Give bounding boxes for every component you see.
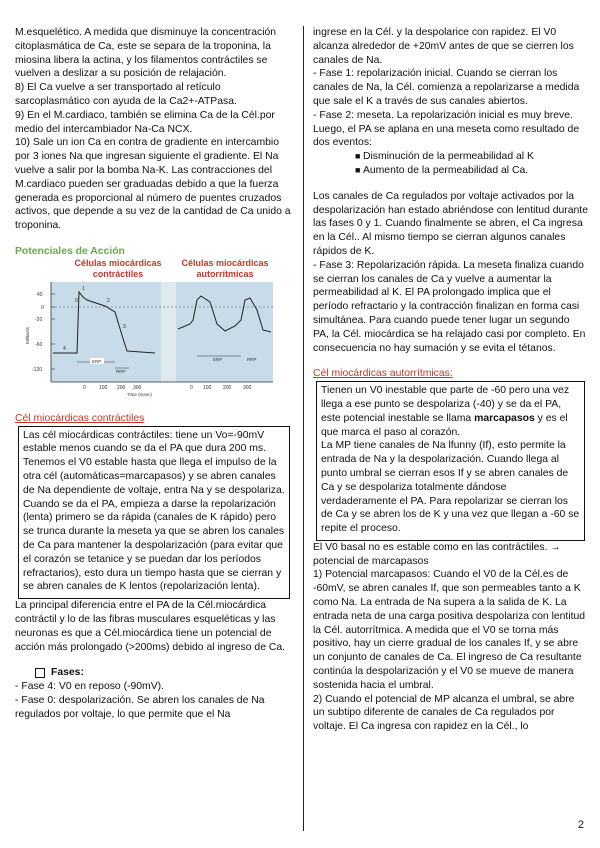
- svg-text:100: 100: [99, 384, 108, 391]
- svg-text:-120: -120: [32, 366, 43, 373]
- right-column: [313, 26, 588, 734]
- svg-text:300: 300: [133, 384, 142, 391]
- paragraph: La principal diferencia entre el PA de la Cél.miocárdica contráctil y lo de las fibras musculares esqueléticas y las neuronas es que a Cél.miocárdica tiene un potencial de acción más prolongado (>200ms) debido al ingreso de Ca.: [15, 600, 286, 653]
- svg-text:RRP: RRP: [247, 356, 257, 362]
- subsection-heading: Cél miocárdicas contráctiles: [15, 412, 145, 424]
- paragraph: Los canales de Ca regulados por voltaje activados por la despolarización han estado abriéndose con lentitud durante las fases 0 y 1. Cuando finalmente se abren, el Ca ingresa en la Cél.. Al mismo tiempo se cierran algunos canales rápidos de K.: [313, 190, 588, 257]
- svg-text:RRP: RRP: [116, 368, 126, 374]
- paragraph: M.esquelético. A medida que disminuye la concentración citoplasmática de Ca, este se separa de la troponina, la miosina libera la actina, y los filamentos contráctiles se vuelven a deslizar a su posición de relajación.: [15, 27, 277, 80]
- svg-text:200: 200: [223, 384, 232, 391]
- svg-text:1: 1: [82, 285, 85, 292]
- svg-text:Time (msec): Time (msec): [127, 391, 152, 397]
- box-text: La MP tiene canales de Na lfunny (If), esto permite la entrada de Na y la despolarización. Cuando llega al punto umbral se cierran esos If y se abren canales de Ca y se despolariza totalmente dándose verdaderamente el PA. Para repolarizar se cierran los de Ca y se abren los de K y una vez que llegan a -60 se repite el proceso.: [321, 440, 580, 535]
- paragraph: 2) Cuando el potencial de MP alcanza el umbral, se abre un subtipo diferente de canales de Ca regulados por voltaje. El Ca ingresa con rapidez en la Cél., lo: [313, 693, 575, 733]
- paragraph: 10) Sale un ion Ca en contra de gradiente en intercambio por 3 iones Na que ingresan siguiente el gradiente. El Na vuelve a salir por la bomba Na-K. Las contracciones del M.cardiaco pueden ser graduadas debido a que la fuerza generada es proporcional al número de puentes cruzados activos, que depende a su vez de la cantidad de Ca unido a troponina.: [15, 137, 291, 232]
- svg-text:4: 4: [63, 345, 66, 352]
- svg-text:ERP: ERP: [92, 358, 102, 364]
- page-number: 2: [577, 819, 584, 831]
- svg-text:300: 300: [243, 384, 252, 391]
- left-column: [15, 26, 293, 721]
- paragraph: - Fase 4: V0 en reposo (-90mV).: [15, 681, 164, 693]
- paragraph: ingrese en la Cél. y la despolarice con rapidez. El V0 alcanza alrededor de +20mV antes de que se cierren los canales de Na.: [313, 27, 574, 66]
- autorhythmic-box: [316, 381, 585, 541]
- svg-text:40: 40: [37, 291, 43, 298]
- svg-text:0: 0: [75, 297, 78, 304]
- paragraph: - Fase 0: despolarización. Se abren los canales de Na regulados por voltaje, lo que permite que el Na: [15, 694, 265, 720]
- bullet-item: ■ Aumento de la permeabilidad al Ca.: [313, 164, 588, 178]
- checkbox-icon: [35, 668, 45, 678]
- box-text: Tenemos el V0 estable hasta que llega el impulso de la otra cél (automáticas=marcapasos) y se abren canales de Na dependiente de voltaje, entra Na y se despolariza. Cuando se da el PA, empieza a darse la repolarización (lenta) primero se da rápida (canales de K rápido) pero se trunca durante la meseta ya que se abren los canales de Ca para mantener la despolarización (para evitar que el corazón se tetanice y se puedan dar los períodos refractarios), esto dura un tiempo hasta que se cierran y se abren canales de K lentos (repolarización lenta).: [23, 457, 285, 593]
- svg-text:200: 200: [117, 384, 126, 391]
- paragraph: - Fase 2: meseta. La repolarización inicial es muy breve. Luego, el PA se aplana en una meseta como resultado de dos eventos:: [313, 109, 580, 149]
- svg-text:0: 0: [83, 384, 86, 391]
- section-heading: Potenciales de Acción: [15, 245, 125, 257]
- fases-heading: Fases:: [15, 666, 293, 680]
- svg-text:2: 2: [107, 297, 110, 304]
- bullet-item: ■ Disminución de la permeabilidad al K: [313, 150, 588, 164]
- paragraph: 8) El Ca vuelve a ser transportado al retículo sarcoplasmático con ayuda de la Ca2+-ATPasa.: [15, 82, 237, 107]
- paragraph: 9) En el M.cardiaco, también se elimina Ca de la Cél.por medio del intercambiador Na-Ca NCX.: [15, 109, 275, 135]
- svg-text:-60: -60: [35, 341, 43, 348]
- svg-text:Millivolts: Millivolts: [25, 326, 30, 344]
- figure-label-contractile: Células miocárdicas contráctiles: [72, 258, 164, 280]
- action-potential-graph: [15, 262, 277, 404]
- box-text: Tienen un V0 inestable que parte de -60 pero una vez llega a ese punto se despolariza (-40) y se da el PA, este potencial inestable se llama marcapasos y es el que marca el paso al corazón.: [321, 385, 570, 438]
- box-text: Las cél miocárdicas contráctiles: tiene un Vo=-90mV estable menos cuando se da el PA que dura 200 ms.: [23, 429, 266, 455]
- paragraph: - Fase 1: repolarización inicial. Cuando se cierran los canales de Na, la Cél. comienza a repolarizarse a medida que sale el K a través de sus canales abiertos.: [313, 68, 580, 107]
- svg-text:100: 100: [203, 384, 212, 391]
- contractile-box: [18, 426, 290, 600]
- svg-text:0: 0: [41, 304, 44, 311]
- paragraph: - Fase 3: Repolarización rápida. La meseta finaliza cuando se cierran los canales de Ca y vuelve a aumentar la permeabilidad al K. El PA prolongado implica que el período refractario y la contracción finalizan en forma casi simultánea. Para cuando puede tener lugar un segundo PA, la Cél. miocárdica se ha relajado casi por completo. En consecuencia no hay sumación y se evita el tétanos.: [313, 259, 586, 354]
- subsection-heading: Cél miocárdicas autorrítmicas:: [313, 368, 453, 380]
- action-potential-figure: [15, 257, 277, 404]
- figure-label-autorhythmic: Células miocárdicas autorrítmicas: [175, 258, 275, 280]
- paragraph: 1) Potencial marcapasos: Cuando el V0 de la Cél.es de -60mV, se abren canales If, que son permeables tanto a K como Na. La entrada de Na supera a la salida de K. La entrada neta de una carga positiva despolariza con lentitud la Cél. autorrítmica. A medida que el V0 se torna más positivo, hay un cierre gradual de los canales If, y se abre un conjunto de canales de Ca. El ingreso de Ca resultante continúa la despolarización y el V0 se mueve de manera sostenida hacia el umbral.: [313, 569, 586, 691]
- paragraph: El V0 basal no es estable como en las contráctiles. → potencial de marcapasos: [313, 541, 561, 567]
- svg-text:3: 3: [123, 323, 126, 330]
- svg-text:0: 0: [190, 384, 193, 391]
- column-divider: [303, 26, 304, 831]
- svg-text:-20: -20: [35, 316, 43, 323]
- svg-text:ERP: ERP: [213, 356, 223, 362]
